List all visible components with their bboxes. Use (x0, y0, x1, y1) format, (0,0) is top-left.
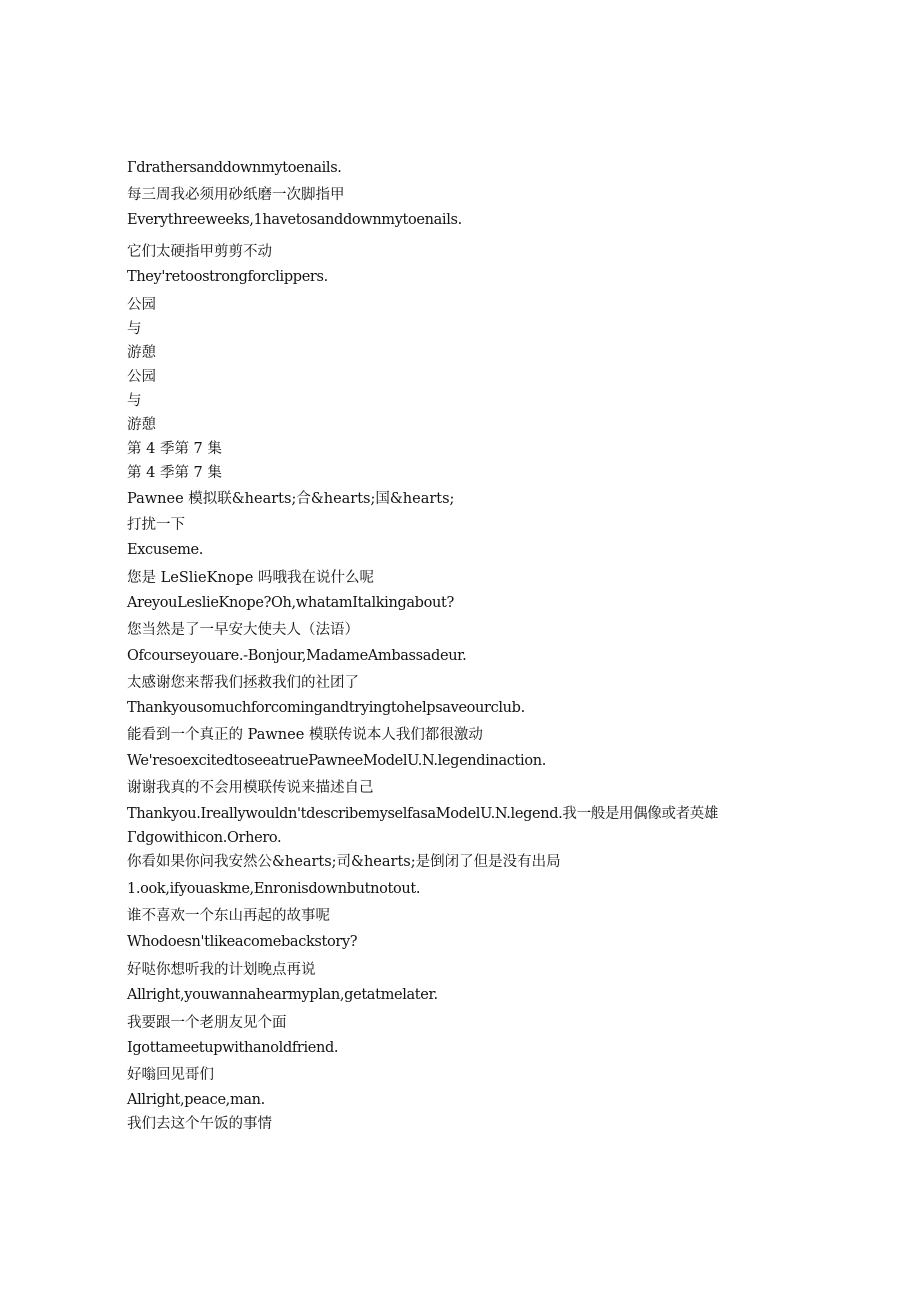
text-line: 好嗡回见哥们 (127, 1067, 214, 1083)
text-line: 游憩 (127, 417, 156, 433)
text-line: 我们去这个午饭的事情 (127, 1116, 272, 1132)
text-line: Allright,peace,man. (127, 1092, 265, 1108)
text-line: 太感谢您来帮我们拯救我们的社团了 (127, 675, 359, 691)
text-line: 游憩 (127, 345, 156, 361)
text-line: 与 (127, 321, 142, 337)
text-line: 公园 (127, 369, 156, 385)
text-line: 与 (127, 393, 142, 409)
text-line: Thankyou.Ireallywouldn'tdescribemyselfasaModelU.N.legend.我一般是用偶像或者英雄 (127, 806, 719, 822)
text-line: Whodoesn'tlikeacomebackstory? (127, 934, 358, 950)
text-line: 谁不喜欢一个东山再起的故事呢 (127, 908, 330, 924)
text-line: Allright,youwannahearmyplan,getatmelater. (127, 987, 438, 1003)
text-line: 能看到一个真正的 Pawnee 模联传说本人我们都很激动 (127, 727, 483, 743)
text-line: 您是 LeSlieKnope 吗哦我在说什么呢 (127, 570, 374, 586)
text-line: 好哒你想听我的计划晚点再说 (127, 962, 316, 978)
text-line: 您当然是了一早安大使夫人（法语） (127, 622, 359, 638)
text-line: 每三周我必须用砂纸磨一次脚指甲 (127, 187, 345, 203)
text-line: 第 4 季第 7 集 (127, 465, 222, 481)
text-line: 谢谢我真的不会用模联传说来描述自己 (127, 780, 374, 796)
text-line: 第 4 季第 7 集 (127, 441, 222, 457)
text-line: Everythreeweeks,1havetosanddownmytoenails. (127, 212, 462, 228)
text-line: Ofcourseyouare.-Bonjour,MadameAmbassadeur. (127, 648, 467, 664)
text-line: We'resoexcitedtoseeatruePawneeModelU.N.legendinaction. (127, 753, 546, 769)
text-line: 你看如果你问我安然公&hearts;司&hearts;是倒闭了但是没有出局 (127, 854, 561, 870)
text-line: Гdrathersanddownmytoenails. (127, 160, 342, 176)
text-line: They'retoostrongforclippers. (127, 269, 328, 285)
text-line: Thankyousomuchforcomingandtryingtohelpsaveourclub. (127, 700, 525, 716)
text-line: 我要跟一个老朋友见个面 (127, 1015, 287, 1031)
text-line: 它们太硬指甲剪剪不动 (127, 244, 272, 260)
text-line: 1.ook,ifyouaskme,Enronisdownbutnotout. (127, 881, 421, 897)
text-line: 打扰一下 (127, 517, 185, 533)
text-line: AreyouLeslieKnope?Oh,whatamItalkingabout? (127, 595, 454, 611)
text-line: Excuseme. (127, 542, 204, 558)
text-line: Гdgowithicon.Orhero. (127, 830, 282, 846)
text-line: 公园 (127, 297, 156, 313)
text-line: Pawnee 模拟联&hearts;合&hearts;国&hearts; (127, 491, 455, 507)
text-line: Igottameetupwithanoldfriend. (127, 1040, 339, 1056)
